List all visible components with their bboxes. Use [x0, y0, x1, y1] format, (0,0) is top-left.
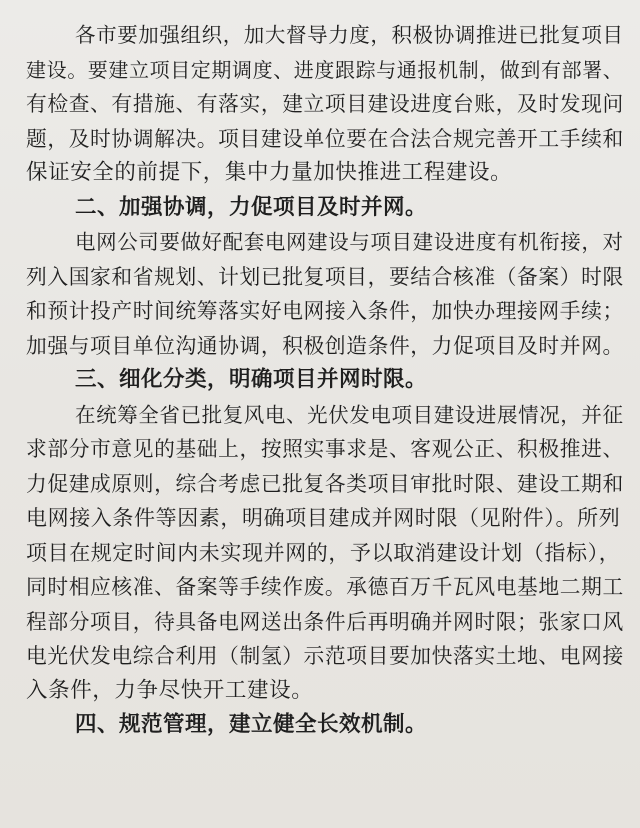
paragraph-line: 程部分项目，待具备电网送出条件后再明确并网时限；张家口风: [26, 609, 624, 634]
paragraph-line: 同时相应核准、备案等手续作废。承德百万千瓦风电基地二期工: [26, 575, 624, 599]
section-heading: 三、细化分类，明确项目并网时限。: [75, 367, 428, 392]
paragraph-line: 加强与项目单位沟通协调，积极创造条件，力促项目及时并网。: [26, 333, 624, 358]
paragraph-line: 各市要加强组织，加大督导力度，积极协调推进已批复项目: [75, 23, 624, 47]
paragraph-line: 建设。要建立项目定期调度、进度跟踪与通报机制，做到有部署、: [26, 57, 624, 82]
paragraph-line: 电光伏发电综合利用（制氢）示范项目要加快落实土地、电网接: [26, 644, 624, 668]
section-heading: 二、加强协调，力促项目及时并网。: [75, 194, 428, 220]
paragraph-line: 入条件，力争尽快开工建设。: [26, 677, 314, 703]
section-heading: 四、规范管理，建立健全长效机制。: [75, 712, 428, 737]
paragraph-line: 保证安全的前提下，集中力量加快推进工程建设。: [26, 160, 513, 185]
paragraph-line: 题，及时协调解决。项目建设单位要在合法合规完善开工手续和: [26, 126, 624, 151]
paragraph-line: 在统筹全省已批复风电、光伏发电项目建设进展情况，并征: [75, 402, 624, 427]
paragraph-line: 电网接入条件等因素，明确项目建成并网时限（见附件）。所列: [26, 506, 621, 530]
paragraph-line: 力促建成原则，综合考虑已批复各类项目审批时限、建设工期和: [26, 471, 624, 496]
document-body: [26, 18, 622, 743]
paragraph-line: 求部分市意见的基础上，按照实事求是、客观公正、积极推进、: [26, 437, 624, 461]
paragraph-line: 有检查、有措施、有落实，建立项目建设进度台账，及时发现问: [26, 92, 624, 116]
paragraph-line: 和预计投产时间统筹落实好电网接入条件，加快办理接网手续；: [26, 299, 624, 323]
paragraph-line: 电网公司要做好配套电网建设与项目建设进度有机衔接，对: [75, 230, 624, 254]
paragraph-line: 列入国家和省规划、计划已批复项目，要结合核准（备案）时限: [26, 264, 624, 289]
paragraph-line: 项目在规定时间内未实现并网的，予以取消建设计划（指标），: [26, 540, 621, 565]
